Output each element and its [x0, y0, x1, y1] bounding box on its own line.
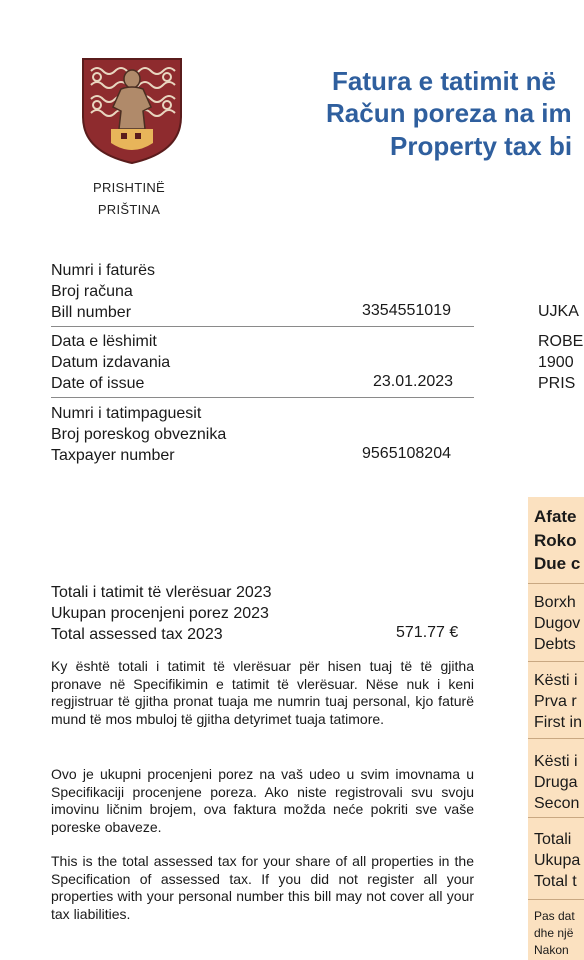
- city-name-serbian: PRIŠTINA: [97, 202, 161, 217]
- bill-number-label: Numri i faturës Broj računa Bill number: [51, 262, 156, 321]
- panel-note: Pas dat dhe një Nakon: [534, 909, 575, 957]
- panel-debts-label: Borxh Dugov Debts: [534, 594, 581, 653]
- explanation-serbian: Ovo je ukupni procenjeni porez na vaš udeo u svim imovnama u Specifikaciji procenjene poreza. Ako niste registrovali svu svoju imovinu ličnim brojem, ova faktura možda neće pokriti sve vaše poreske obaveze.: [51, 766, 474, 835]
- divider: [528, 899, 584, 900]
- title-serbian: Račun poreza na im: [326, 98, 572, 128]
- panel-total-label: Totali Ukupa Total t: [534, 831, 581, 890]
- recipient-postal-line: 1900: [538, 354, 574, 371]
- panel-due-dates-header: Afate Roko Due c: [534, 507, 581, 573]
- title-albanian: Fatura e tatimit në: [332, 66, 556, 96]
- explanation-english: This is the total assessed tax for your share of all properties in the Specification of assessed tax. If you did not register all your properties with your personal number this bill may not cover all your tax liabilities.: [51, 853, 474, 922]
- city-name-albanian: PRISHTINË: [92, 180, 166, 195]
- bill-number-value: 3354551019: [362, 302, 451, 319]
- explanation-albanian: Ky është totali i tatimit të vlerësuar për hisen tuaj të të gjitha pronave në Specifikimin e tatimit të vlerësuar. Nëse nuk i keni regjistruar të gjitha pronat tuaja me numrin tuaj personal, kjo faturë mund të mos mbuloj të gjitha detyrimet tuaja tatimore.: [51, 658, 474, 727]
- panel-second-installment-label: Kësti i Druga Secon: [534, 753, 580, 812]
- prishtina-coat-of-arms-logo: [81, 57, 183, 165]
- divider: [51, 326, 474, 327]
- divider: [528, 661, 584, 662]
- total-assessed-tax-label: Totali i tatimit të vlerësuar 2023 Ukupan procenjeni porez 2023 Total assessed tax 2023: [51, 584, 272, 643]
- taxpayer-number-label: Numri i tatimpaguesit Broj poreskog obveznika Taxpayer number: [51, 405, 227, 464]
- recipient-name-line: UJKA: [538, 303, 579, 320]
- taxpayer-number-value: 9565108204: [362, 445, 451, 462]
- total-assessed-tax-value: 571.77 €: [396, 624, 459, 641]
- divider: [528, 738, 584, 739]
- recipient-city-line: PRIS: [538, 375, 576, 392]
- divider: [528, 583, 584, 584]
- divider: [528, 817, 584, 818]
- date-of-issue-label: Data e lëshimit Datum izdavania Date of issue: [51, 333, 171, 392]
- title-english: Property tax bi: [390, 131, 573, 161]
- date-of-issue-value: 23.01.2023: [373, 373, 454, 390]
- recipient-address-line: ROBE: [538, 333, 584, 350]
- divider: [51, 397, 474, 398]
- panel-first-installment-label: Kësti i Prva r First in: [534, 672, 582, 731]
